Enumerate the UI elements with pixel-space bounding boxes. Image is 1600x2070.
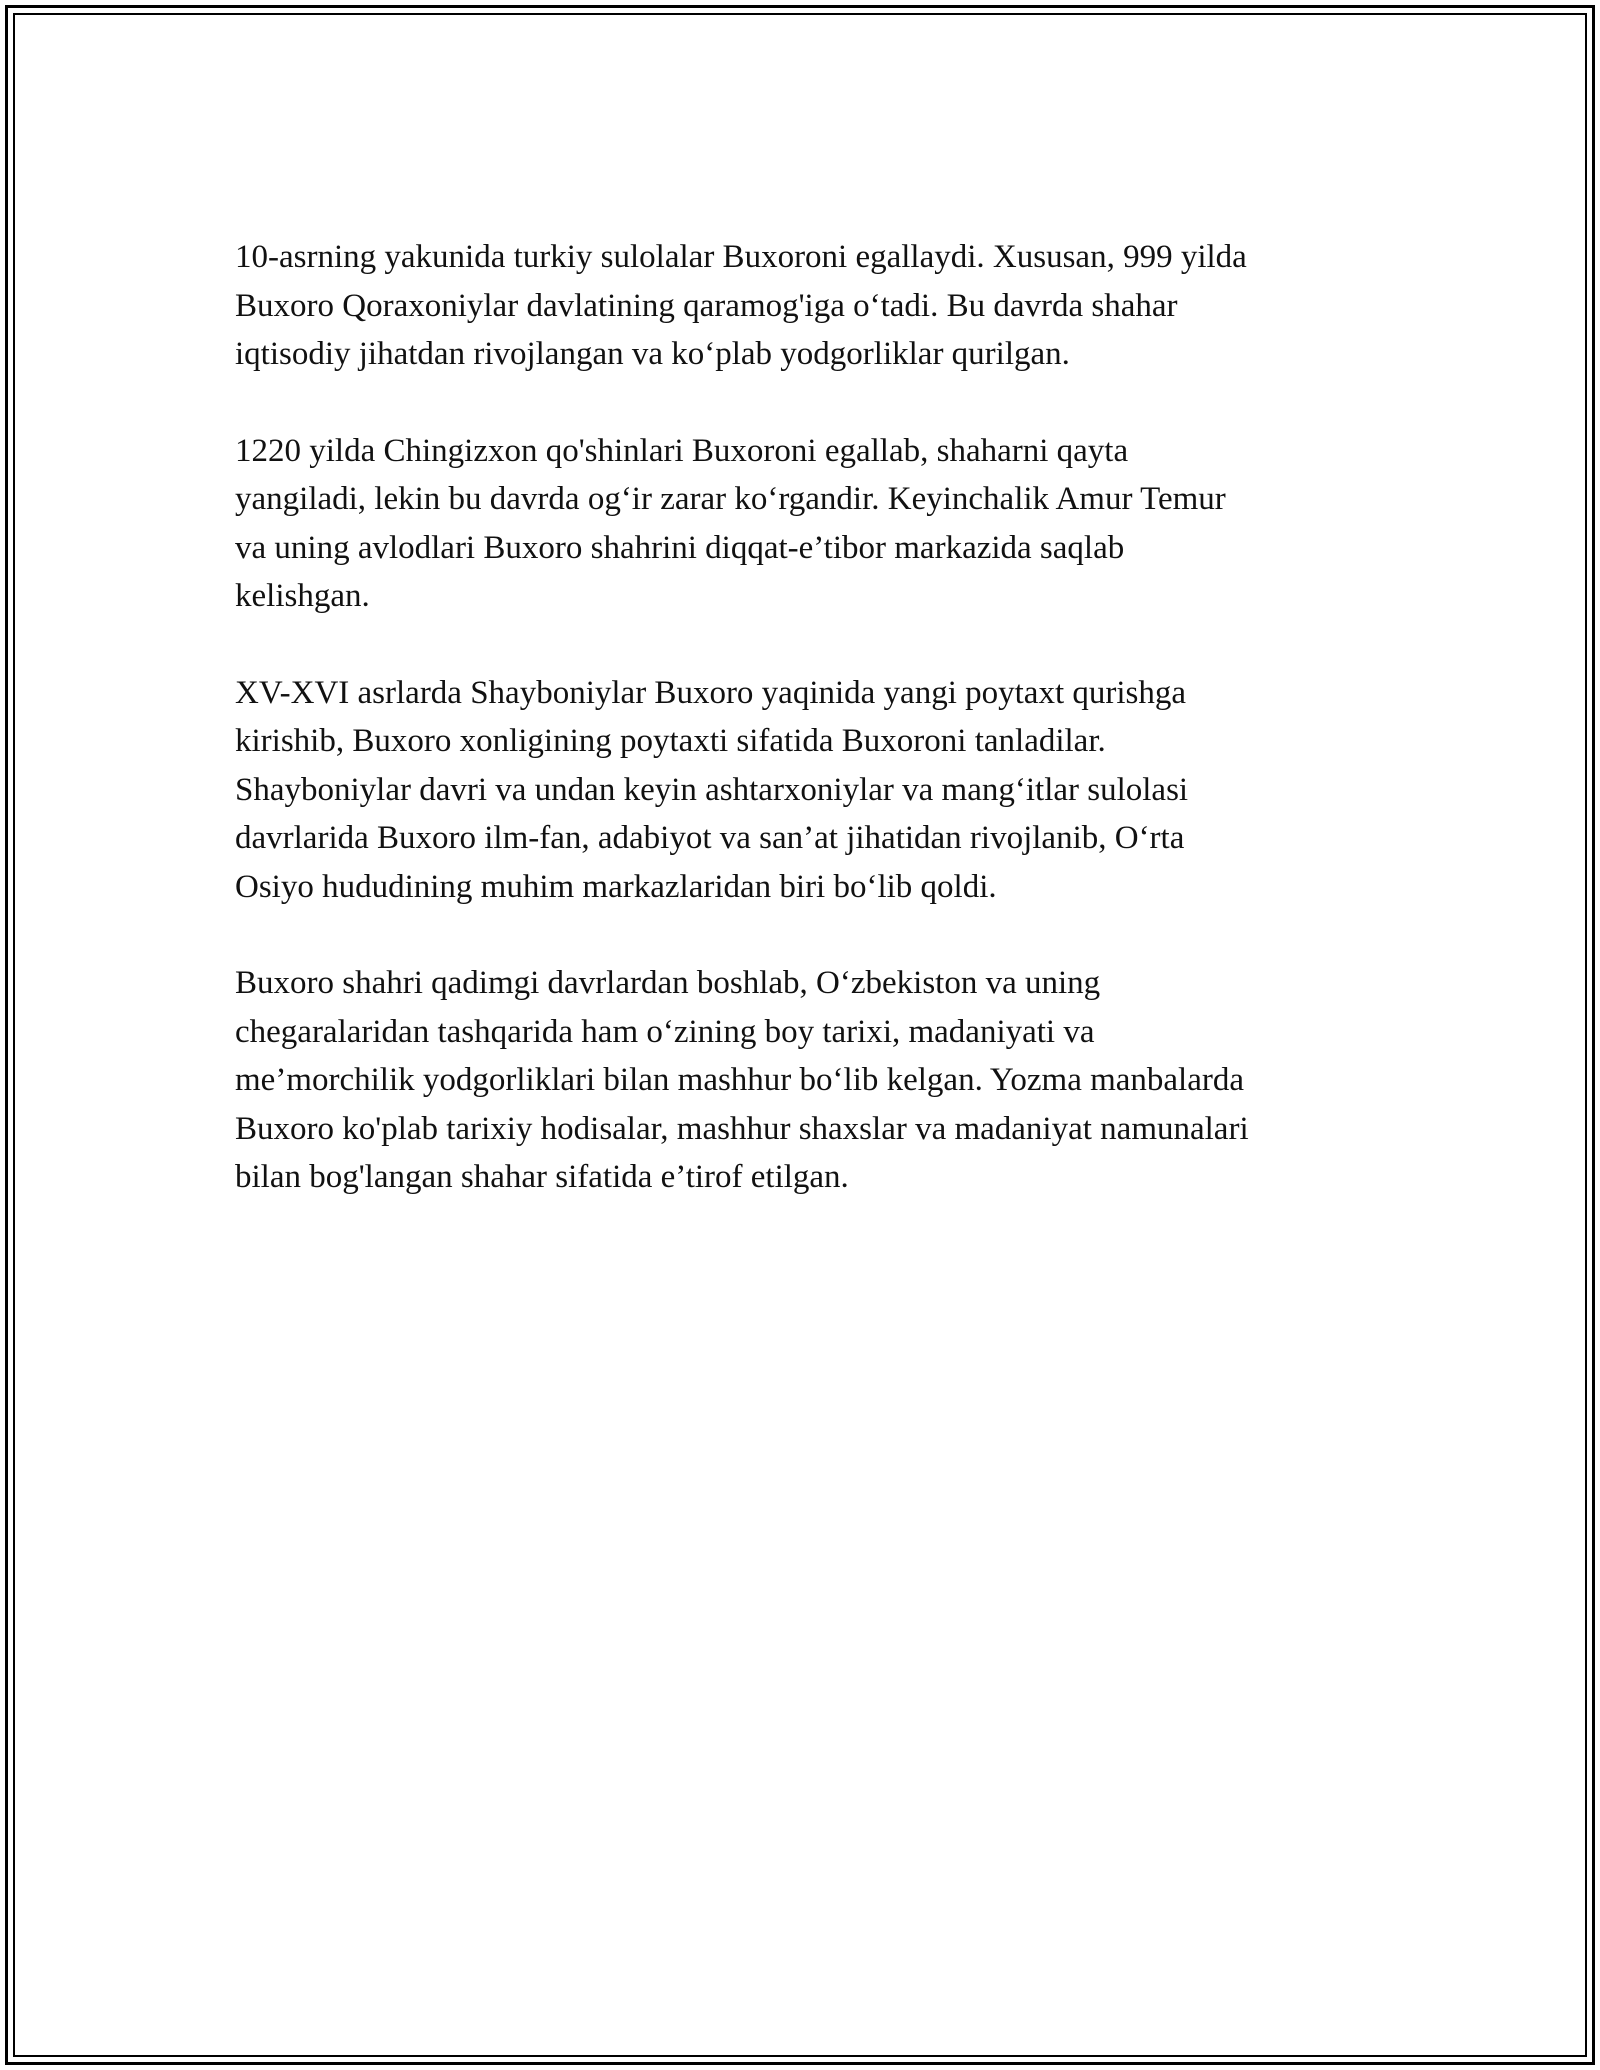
paragraph-line: chegaralaridan tashqarida ham o‘zining boy tarixi, madaniyati va (235, 1013, 1095, 1050)
paragraph-line: Buxoro shahri qadimgi davrlardan boshlab, O‘zbekiston va uning (235, 965, 1101, 1001)
paragraph-line: davrlarida Buxoro ilm-fan, adabiyot va san’at jihatidan rivojlanib, O‘rta (235, 820, 1185, 856)
paragraph-line: me’morchilik yodgorliklari bilan mashhur bo‘lib kelgan. Yozma manbalarda (235, 1062, 1245, 1098)
paragraph-line: Buxoro ko'plab tarixiy hodisalar, mashhur shaxslar va madaniyat namunalari (235, 1110, 1249, 1147)
paragraph-line: Shayboniylar davri va undan keyin ashtarxoniylar va mang‘itlar sulolasi (235, 771, 1189, 808)
paragraph-line: 10-asrning yakunida turkiy sulolalar Buxoroni egallaydi. Xususan, 999 yilda (235, 239, 1247, 275)
paragraph-line: kelishgan. (235, 578, 370, 614)
paragraph-line: kirishib, Buxoro xonligining poytaxti sifatida Buxoroni tanladilar. (235, 723, 1106, 759)
paragraph-1 (235, 233, 1375, 379)
paragraph-line: va uning avlodlari Buxoro shahrini diqqat-e’tibor markazida saqlab (235, 529, 1125, 566)
document-body (235, 233, 1375, 1250)
paragraph-4 (235, 959, 1375, 1202)
paragraph-line: bilan bog'langan shahar sifatida e’tirof etilgan. (235, 1159, 849, 1195)
paragraph-line: iqtisodiy jihatdan rivojlangan va ko‘plab yodgorliklar qurilgan. (235, 336, 1070, 372)
paragraph-line: yangiladi, lekin bu davrda og‘ir zarar ko‘rgandir. Keyinchalik Amur Temur (235, 481, 1226, 517)
paragraph-line: Osiyo hududining muhim markazlaridan biri bo‘lib qoldi. (235, 868, 997, 905)
paragraph-line: XV-XVI asrlarda Shayboniylar Buxoro yaqinida yangi poytaxt qurishga (235, 674, 1187, 711)
paragraph-line: Buxoro Qoraxoniylar davlatining qaramog'iga o‘tadi. Bu davrda shahar (235, 287, 1178, 324)
paragraph-line: 1220 yilda Chingizxon qo'shinlari Buxoroni egallab, shaharni qayta (235, 432, 1129, 469)
paragraph-2 (235, 427, 1375, 621)
paragraph-3 (235, 669, 1375, 912)
